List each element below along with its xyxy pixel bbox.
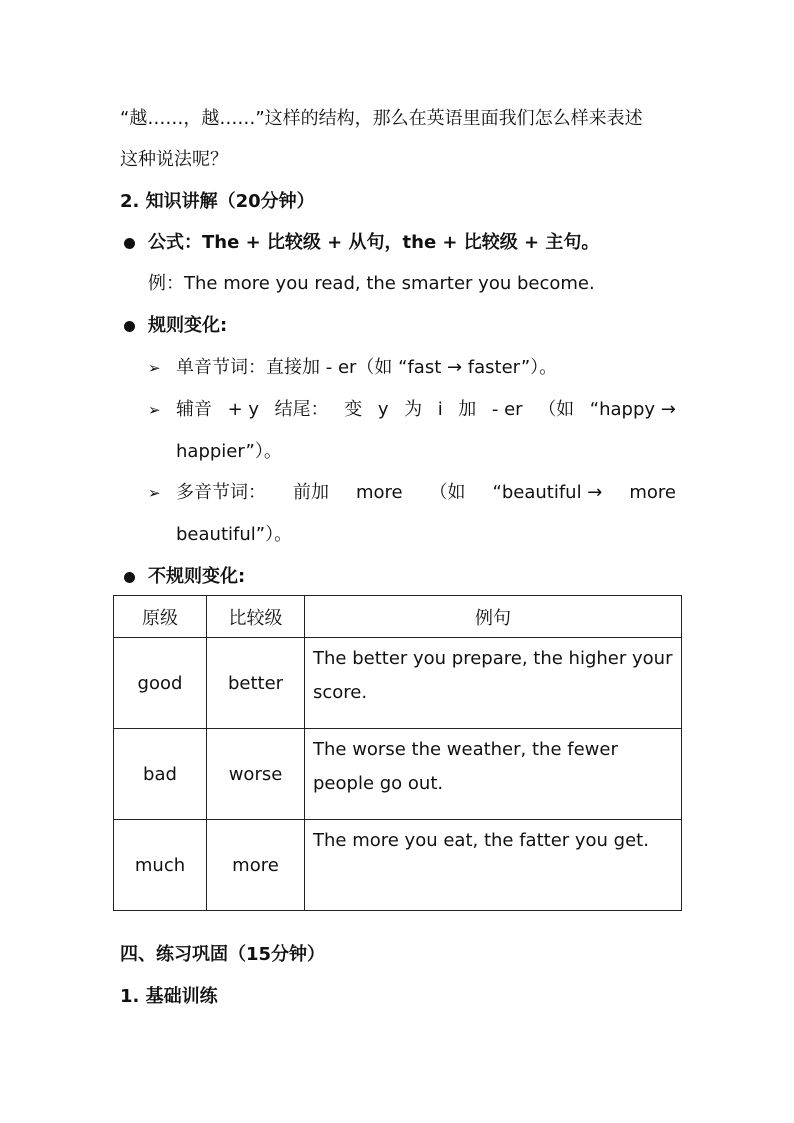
rule-1-text: 单音节词：直接加 - er（如 “fast → faster”）。 <box>176 357 558 378</box>
formula-example: 例：The more you read, the smarter you become. <box>148 273 595 294</box>
cell-example <box>305 638 682 729</box>
example-line: The more you eat, the fatter you get. <box>313 830 649 851</box>
rule-3-word: “beautiful → <box>492 482 603 503</box>
cell-comparative: worse <box>207 729 305 820</box>
header-example: 例句 <box>305 596 682 638</box>
rule-3-word: 前加 <box>292 482 329 503</box>
irregular-title: 不规则变化: <box>148 566 246 587</box>
table-row <box>114 729 682 820</box>
cell-comparative: more <box>207 820 305 911</box>
rule-2-word: 加 <box>458 399 477 420</box>
regular-title: 规则变化: <box>148 315 228 336</box>
rule-2-word: y <box>377 399 389 420</box>
rule-2-word: i <box>437 399 443 420</box>
intro-line-1: “越……，越……”这样的结构，那么在英语里面我们怎么样来表述 <box>120 108 643 129</box>
cell-comparative: better <box>207 638 305 729</box>
table-header-row <box>114 596 682 638</box>
table-row <box>114 820 682 911</box>
cell-example <box>305 729 682 820</box>
rule-3-word: more <box>355 482 403 503</box>
section-4-subheading: 1. 基础训练 <box>120 986 218 1007</box>
irregular-forms-table <box>113 595 682 911</box>
cell-example <box>305 820 682 911</box>
cell-base: good <box>114 638 207 729</box>
bullet-dot-icon <box>124 572 135 583</box>
cell-base: bad <box>114 729 207 820</box>
section-2-heading: 2. 知识讲解（20分钟） <box>120 191 315 212</box>
example-line: people go out. <box>313 773 444 794</box>
example-line: The better you prepare, the higher your <box>313 648 673 669</box>
arrowhead-bullet-icon: ➢ <box>148 401 161 419</box>
rule-2-word: 辅音 <box>176 399 212 420</box>
rule-3-word: （如 <box>429 482 466 503</box>
rule-3-line-2: beautiful”）。 <box>176 524 293 545</box>
example-line: The worse the weather, the fewer <box>313 739 618 760</box>
rule-3-line-1 <box>176 481 676 505</box>
rule-2-word: 结尾： <box>274 399 329 420</box>
arrowhead-bullet-icon: ➢ <box>148 484 161 502</box>
rule-2-word: 为 <box>404 399 423 420</box>
bullet-dot-icon <box>124 321 135 332</box>
rule-3-word: more <box>629 482 676 503</box>
table-row <box>114 638 682 729</box>
rule-3-word: 多音节词： <box>176 482 266 503</box>
rule-2-word: - er <box>491 399 523 420</box>
example-line: score. <box>313 682 368 703</box>
bullet-dot-icon <box>124 238 135 249</box>
rule-2-word: “happy → <box>589 399 676 420</box>
section-4-heading: 四、练习巩固（15分钟） <box>120 944 326 965</box>
header-base-form: 原级 <box>114 596 207 638</box>
arrowhead-bullet-icon: ➢ <box>148 359 161 377</box>
rule-2-word: 变 <box>344 399 363 420</box>
cell-base: much <box>114 820 207 911</box>
intro-line-2: 这种说法呢？ <box>120 149 228 170</box>
rule-2-word: （如 <box>538 399 575 420</box>
rule-2-word: + y <box>227 399 260 420</box>
rule-2-line-1 <box>176 398 676 422</box>
header-comparative: 比较级 <box>207 596 305 638</box>
rule-2-line-2: happier”）。 <box>176 441 282 462</box>
formula-text: 公式：The + 比较级 + 从句，the + 比较级 + 主句。 <box>148 232 600 253</box>
